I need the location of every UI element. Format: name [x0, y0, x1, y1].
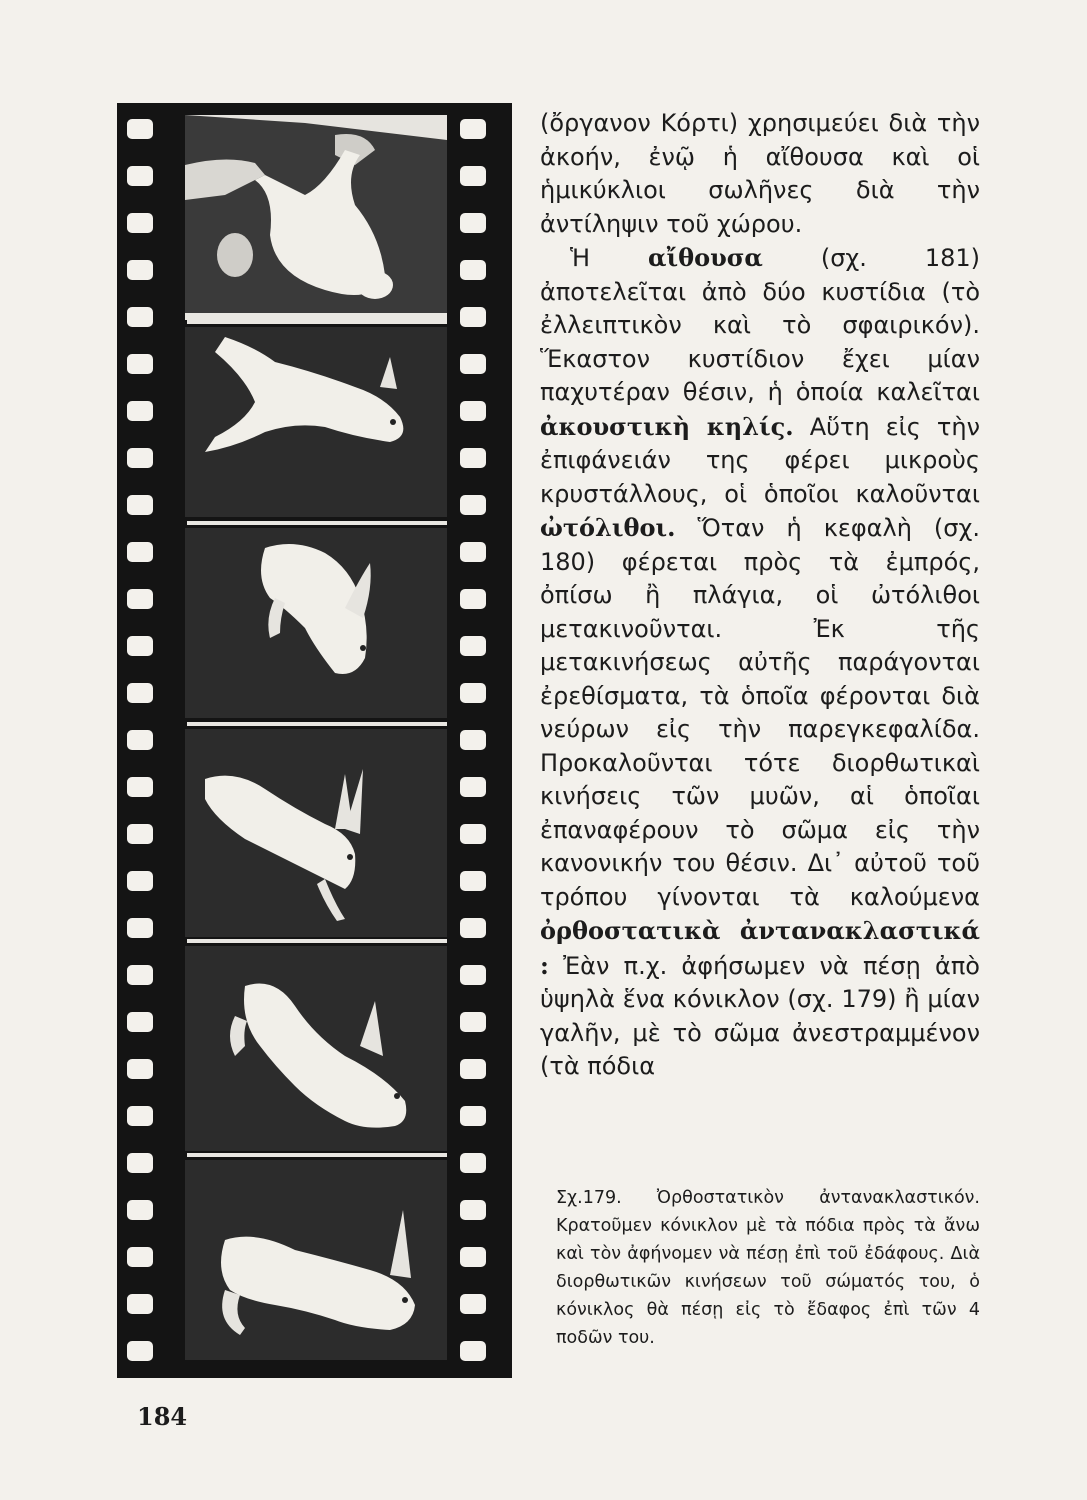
sprocket-hole — [460, 777, 486, 797]
sprocket-hole — [127, 1059, 153, 1079]
film-frame-3 — [185, 528, 447, 718]
sprocket-hole — [127, 495, 153, 515]
film-strip-figure — [117, 103, 512, 1378]
film-frame-6 — [185, 1160, 447, 1360]
sprocket-hole — [127, 448, 153, 468]
text-run: Ἐὰν π.χ. ἀφήσωμεν νὰ πέσῃ ἀπὸ ὑψηλὰ ἕνα κόνικλον (σχ. 179) ἢ μίαν γαλῆν, μὲ τὸ σῶμα ἀνεστραμμένον (τὰ πόδια — [540, 951, 980, 1080]
sprocket-hole — [127, 824, 153, 844]
sprocket-hole — [460, 1153, 486, 1173]
paragraph-1: (ὄργανον Κόρτι) χρησιμεύει διὰ τὴν ἀκοήν, ἐνῷ ἡ αἴθουσα καὶ οἱ ἡμικύκλιοι σωλῆνες διὰ τὴν ἀντίληψιν τοῦ χώρου. — [540, 109, 980, 238]
sprocket-hole — [460, 354, 486, 374]
sprocket-hole — [460, 1341, 486, 1361]
sprocket-hole — [127, 542, 153, 562]
film-frame-5 — [185, 946, 447, 1151]
frame-divider — [187, 722, 447, 726]
text-run: (σχ. 181) ἀποτελεῖται ἀπὸ δύο κυστίδια (τὸ ἐλλειπτικὸν καὶ τὸ σφαιρικόν). Ἕκαστον κυστίδιον ἔχει μίαν παχυτέραν θέσιν, ἡ ὁποία καλεῖται — [540, 244, 980, 406]
sprocket-hole — [127, 1153, 153, 1173]
frame-divider — [187, 939, 447, 943]
rabbit-held-image — [185, 115, 447, 320]
text-run: Ὅταν ἡ κεφαλὴ (σχ. 180) φέρεται πρὸς τὰ ἐμπρός, ὀπίσω ἢ πλάγια, οἱ ὠτόλιθοι μετακινοῦνται. Ἐκ τῆς μετακινήσεως αὐτῆς παράγονται ἐρεθίσματα, τὰ ὁποῖα φέρονται διὰ νεύρων εἰς τὴν παρεγκεφαλίδα. Προκαλοῦνται τότε διορθωτικαὶ κινήσεις τῶν μυῶν, αἱ ὁποῖαι ἐπαναφέρουν τὸ σῶμα εἰς τὴν κανονικήν του θέσιν. Δι᾽ αὐτοῦ τοῦ τρόπου γίνονται τὰ καλούμενα — [540, 514, 980, 911]
page-number: 184 — [137, 1402, 188, 1431]
sprocket-hole — [127, 1200, 153, 1220]
sprocket-hole — [460, 542, 486, 562]
sprocket-hole — [127, 871, 153, 891]
sprocket-hole — [460, 1012, 486, 1032]
sprocket-hole — [127, 1294, 153, 1314]
frame-divider — [187, 320, 447, 324]
sprocket-hole — [127, 213, 153, 233]
sprocket-hole — [127, 166, 153, 186]
sprocket-hole — [460, 260, 486, 280]
frame-divider — [187, 1153, 447, 1157]
sprocket-hole — [460, 1200, 486, 1220]
sprocket-hole — [127, 1012, 153, 1032]
film-frame-2 — [185, 327, 447, 517]
text-run: Ἡ — [570, 244, 648, 272]
sprocket-hole — [127, 730, 153, 750]
figure-caption: Σχ.179. Ὀρθοστατικὸν ἀντανακλαστικόν. Κρατοῦμεν κόνικλον μὲ τὰ πόδια πρὸς τὰ ἄνω καὶ τὸν ἀφήνομεν νὰ πέσῃ ἐπὶ τοῦ ἐδάφους. Διὰ διορθωτικῶν κινήσεων τοῦ σώματός του, ὁ κόνικλος θὰ πέσῃ εἰς τὸ ἔδαφος ἐπὶ τῶν 4 ποδῶν του. — [556, 1188, 980, 1348]
sprocket-holes-right — [460, 103, 486, 1378]
sprocket-hole — [460, 589, 486, 609]
term-orthostatika: ὀρθοστατικὰ ἀντανακλαστικά : — [540, 916, 980, 980]
sprocket-hole — [460, 448, 486, 468]
sprocket-hole — [460, 636, 486, 656]
paragraph-2 — [540, 241, 980, 1084]
sprocket-hole — [460, 730, 486, 750]
rabbit-leaping-image — [185, 729, 447, 937]
frame-divider — [187, 521, 447, 525]
sprocket-hole — [460, 213, 486, 233]
sprocket-hole — [460, 495, 486, 515]
sprocket-hole — [460, 683, 486, 703]
term-aithousa: αἴθουσα — [647, 243, 763, 272]
sprocket-hole — [127, 965, 153, 985]
body-text — [540, 107, 980, 1084]
sprocket-hole — [460, 1059, 486, 1079]
sprocket-hole — [460, 965, 486, 985]
sprocket-hole — [460, 824, 486, 844]
sprocket-hole — [127, 1341, 153, 1361]
text-run: Αὕτη εἰς τὴν ἐπιφάνειάν της φέρει μικροὺς κρυστάλλους, οἱ ὁποῖοι καλοῦνται — [540, 412, 980, 508]
sprocket-hole — [127, 683, 153, 703]
sprocket-holes-left — [127, 103, 153, 1378]
film-frame-4 — [185, 729, 447, 937]
sprocket-hole — [460, 1106, 486, 1126]
sprocket-hole — [127, 307, 153, 327]
sprocket-hole — [127, 401, 153, 421]
sprocket-hole — [460, 166, 486, 186]
sprocket-hole — [127, 354, 153, 374]
sprocket-hole — [127, 636, 153, 656]
film-frame-1 — [185, 115, 447, 320]
sprocket-hole — [127, 260, 153, 280]
sprocket-hole — [127, 777, 153, 797]
sprocket-hole — [460, 119, 486, 139]
term-akoustiki-kilis: ἀκουστικὴ κηλίς. — [540, 411, 794, 441]
sprocket-hole — [127, 119, 153, 139]
term-otolithoi: ὠτόλιθοι. — [540, 513, 676, 542]
sprocket-hole — [127, 1247, 153, 1267]
rabbit-turning-image — [185, 528, 447, 718]
sprocket-hole — [127, 589, 153, 609]
rabbit-landing-image — [185, 946, 447, 1151]
sprocket-hole — [460, 871, 486, 891]
rabbit-falling-image — [185, 327, 447, 517]
sprocket-hole — [460, 1294, 486, 1314]
sprocket-hole — [127, 1106, 153, 1126]
sprocket-hole — [460, 401, 486, 421]
sprocket-hole — [460, 307, 486, 327]
sprocket-hole — [460, 1247, 486, 1267]
sprocket-hole — [127, 918, 153, 938]
sprocket-hole — [460, 918, 486, 938]
rabbit-on-feet-image — [185, 1160, 447, 1360]
